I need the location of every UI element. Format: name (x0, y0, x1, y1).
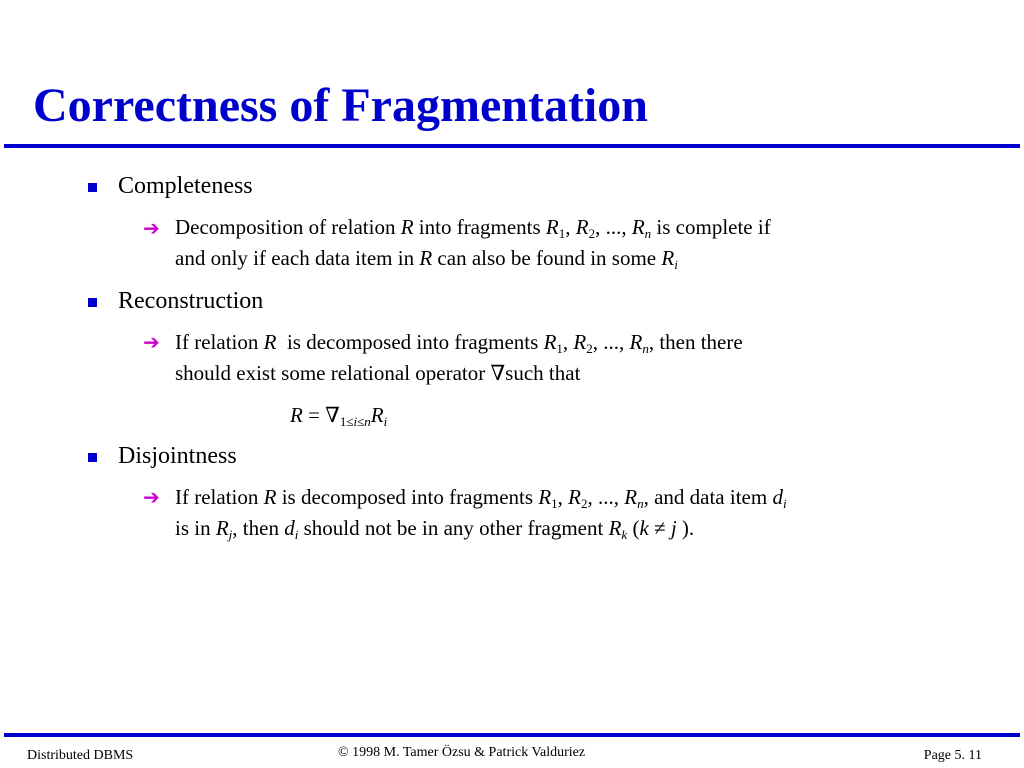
footer-page-number: Page 5. 11 (923, 748, 982, 763)
reconstruction-formula: $R = \nabla_{1\le i\le n}R_i$ (290, 403, 388, 429)
footer-copyright: © 1998 M. Tamer Özsu & Patrick Valduriez (338, 745, 586, 760)
completeness-detail: Decomposition of relation R into fragments $R_1$, $R_2$, ..., $R_n$ is complete if and only if each data item in R can also be found in some $R_i$ (175, 215, 771, 272)
footer-divider (4, 733, 1020, 737)
slide-title: Correctness of Fragmentation (33, 79, 648, 132)
reconstruction-detail: If relation R is decomposed into fragments $R_1$, $R_2$, ..., $R_n$, then there should exist some relational operator ∇such that (175, 330, 743, 385)
right-arrow-icon: ➔ (143, 216, 160, 240)
bullet-completeness: Completeness (118, 173, 253, 199)
title-divider (4, 144, 1020, 148)
footer-course: Distributed DBMS (27, 748, 134, 763)
right-arrow-icon: ➔ (143, 485, 160, 509)
bullet-disjointness: Disjointness (118, 443, 237, 469)
bullet-reconstruction: Reconstruction (118, 288, 264, 314)
disjointness-detail: If relation R is decomposed into fragments $R_1$, $R_2$, ..., $R_n$, and data item $d_i$ is in $R_j$, then $d_i$ should not be in any other fragment $R_k$ (k ≠ j ). (175, 485, 787, 542)
square-bullet-icon (88, 453, 97, 462)
right-arrow-icon: ➔ (143, 330, 160, 354)
square-bullet-icon (88, 298, 97, 307)
square-bullet-icon (88, 183, 97, 192)
